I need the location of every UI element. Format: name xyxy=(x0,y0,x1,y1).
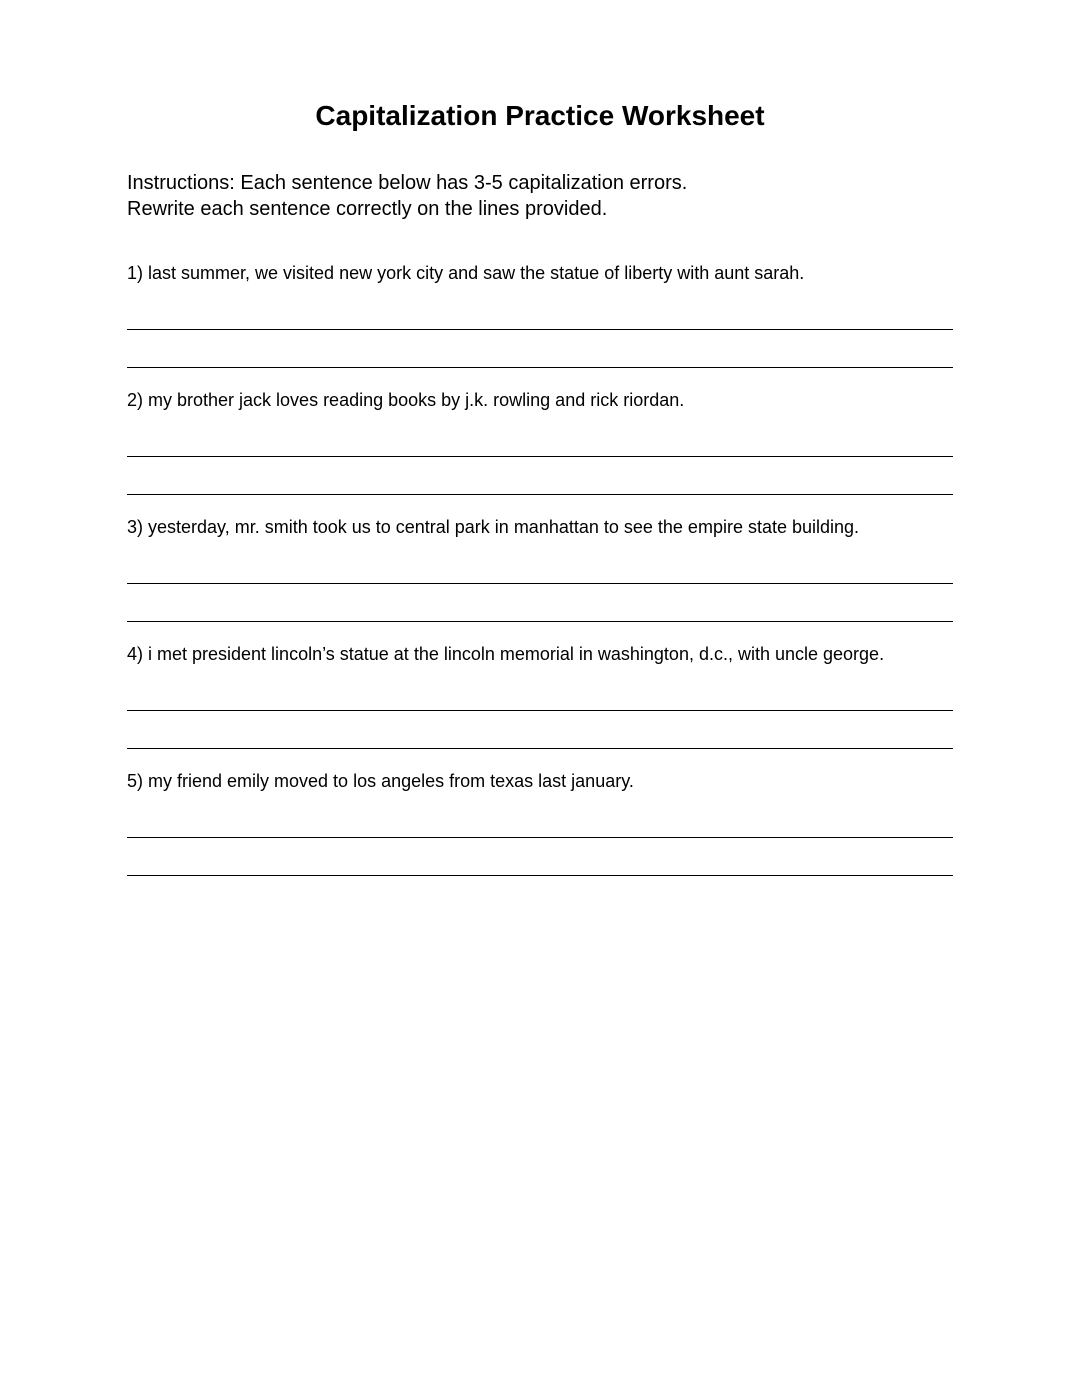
answer-line xyxy=(127,583,953,584)
answer-line xyxy=(127,329,953,330)
exercise-sentence: 5) my friend emily moved to los angeles from texas last january. xyxy=(127,771,634,791)
exercise-sentence: 4) i met president lincoln’s statue at the lincoln memorial in washington, d.c., with uncle george. xyxy=(127,644,885,664)
worksheet-title: Capitalization Practice Worksheet xyxy=(315,100,765,131)
answer-line xyxy=(127,494,953,495)
answer-line xyxy=(127,367,953,368)
answer-line xyxy=(127,621,953,622)
exercise-sentence: 2) my brother jack loves reading books by j.k. rowling and rick riordan. xyxy=(127,390,685,410)
answer-line xyxy=(127,875,953,876)
answer-line xyxy=(127,837,953,838)
answer-line xyxy=(127,748,953,749)
answer-line xyxy=(127,456,953,457)
instructions-line-2: Rewrite each sentence correctly on the lines provided. xyxy=(127,198,608,220)
answer-line xyxy=(127,710,953,711)
instructions-line-1: Instructions: Each sentence below has 3-5 capitalization errors. xyxy=(127,172,688,194)
exercise-sentence: 3) yesterday, mr. smith took us to central park in manhattan to see the empire state building. xyxy=(127,517,860,537)
exercise-sentence: 1) last summer, we visited new york city and saw the statue of liberty with aunt sarah. xyxy=(127,263,805,283)
instructions xyxy=(127,170,957,222)
